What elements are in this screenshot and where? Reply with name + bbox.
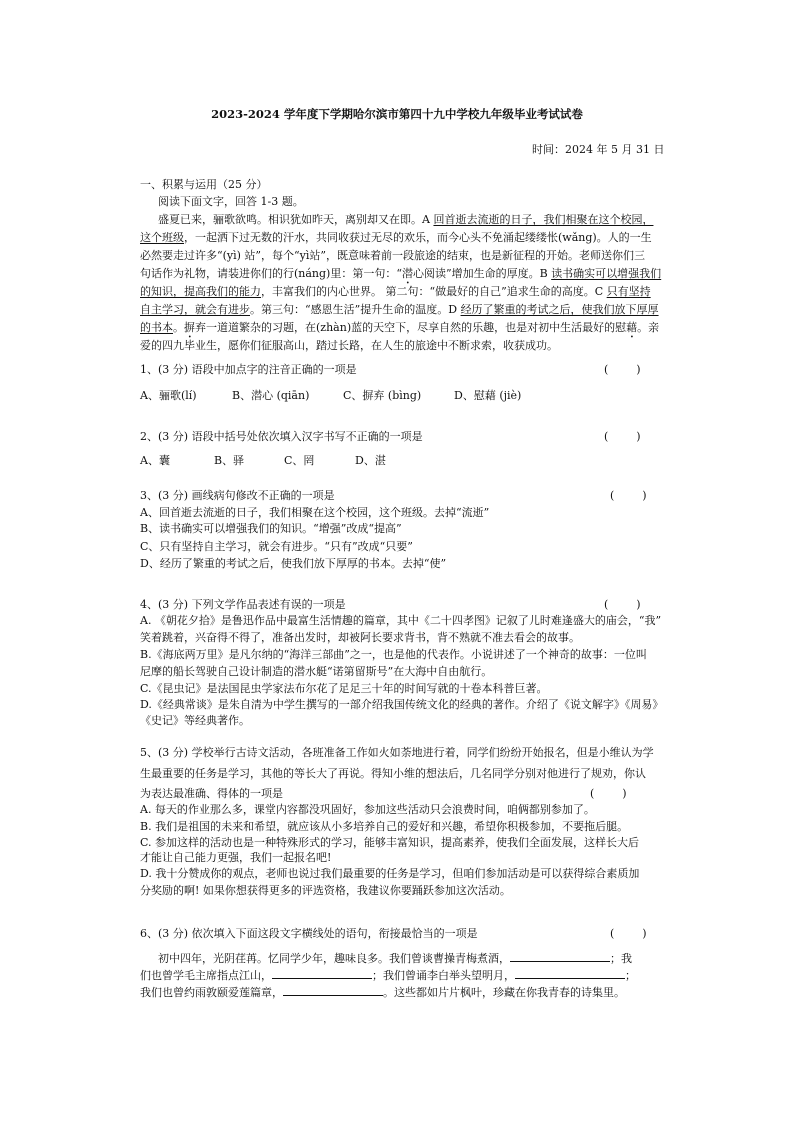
q4-option-d-cont: 《史记》等经典著作。	[140, 714, 250, 727]
q1-answer-paren[interactable]: ( )	[604, 363, 641, 376]
q5-option-d-cont: 分奖励的啊! 如果你想获得更多的评选资格，我建议你要踊跃参加这次活动。	[140, 884, 511, 897]
q2-option-b[interactable]: B、驿	[214, 454, 245, 467]
passage-line: 句话作为礼物，请装进你们的行(náng)里：第一句：“潜心阅读”增加生命的厚度。B 读书确实可以增强我们	[140, 267, 662, 280]
reading-instruction: 阅读下面文字，回答 1-3 题。	[158, 195, 304, 208]
q6-blank-4[interactable]	[283, 984, 383, 996]
q1-option-b[interactable]: B、潜心 (qiān)	[232, 389, 310, 402]
passage-line: 爱的四九毕业生，愿你们征服高山，踏过长路，在人生的旅途中不断求索，收获成功。	[140, 339, 558, 352]
q3-option-a[interactable]: A、回首逝去流逝的日子，我们相聚在这个校园，这个班级。去掉“流逝”	[140, 506, 490, 519]
q3-option-c[interactable]: C、只有坚持自主学习，就会有进步。“只有”改成“只要”	[140, 540, 413, 553]
q5-option-d[interactable]: D. 我十分赞成你的观点，老师也说过我们最重要的任务是学习，但咱们参加活动是可以获得综合素质加	[140, 867, 640, 880]
q5-answer-paren[interactable]: ( )	[590, 787, 627, 800]
q6-blank-1[interactable]	[510, 950, 610, 962]
passage-line: 的书本。摒弃一道道繁杂的习题，在(zhàn)蓝的天空下，尽享自然的乐趣，也是对初中生活最好的慰藉。亲	[140, 321, 660, 334]
q1-stem: 1、(3 分) 语段中加点字的注音正确的一项是	[140, 363, 357, 376]
q6-passage-line: 我们也曾约雨敦颐爱莲篇章， 。这些都如片片枫叶，珍藏在你我青春的诗集里。	[140, 986, 625, 999]
q3-option-d[interactable]: D、经历了繁重的考试之后，使我们放下厚厚的书本。去掉“使”	[140, 557, 447, 570]
passage-line: 盛夏已来，骊歌欲鸣。相识犹如昨天，离别却又在即。A 回首逝去流逝的日子，我们相聚在这个校园，	[158, 213, 654, 226]
q4-option-d[interactable]: D.《经典常谈》是朱自清为中学生撰写的一部介绍我国传统文化的经典的著作。介绍了《说文解字》《周易》	[140, 698, 664, 711]
q1-option-c[interactable]: C、摒弃 (bìng)	[343, 389, 422, 402]
q3-option-b[interactable]: B、读书确实可以增强我们的知识。“增强”改成“提高”	[140, 522, 402, 535]
passage-line: 这个班级，一起洒下过无数的汗水，共同收获过无尽的欢乐，而今心头不免涌起缕缕怅(wǎng)。人的一生	[140, 231, 652, 244]
q6-passage-line: 们也曾学毛主席指点江山， ；我们曾诵李白举头望明月， ；	[140, 969, 636, 982]
q6-blank-2[interactable]	[272, 967, 372, 979]
q2-option-a[interactable]: A、囊	[140, 454, 170, 467]
exam-title: 2023-2024 学年度下学期哈尔滨市第四十九中学校九年级毕业考试试卷	[211, 107, 583, 121]
q4-option-a[interactable]: A. 《朝花夕拾》是鲁迅作品中最富生活情趣的篇章，其中《二十四孝图》记叙了儿时难逢盛大的庙会，“我”	[140, 614, 662, 627]
q4-option-b-cont: 尼摩的船长驾驶自己设计制造的潜水艇“诺第留斯号”在大海中自由航行。	[140, 665, 493, 678]
q1-option-a[interactable]: A、骊歌(lí)	[140, 389, 197, 402]
q4-option-c[interactable]: C.《昆虫记》是法国昆虫学家法布尔花了足足三十年的时间写就的十卷本科普巨著。	[140, 682, 548, 695]
q2-option-c[interactable]: C、罔	[284, 454, 315, 467]
q5-option-b[interactable]: B. 我们是祖国的未来和希望，就应该从小多培养自己的爱好和兴趣，希望你积极参加，不要拖后腿。	[140, 820, 629, 833]
q1-option-d[interactable]: D、慰藉 (jiè)	[454, 389, 522, 402]
q6-blank-3[interactable]	[515, 967, 625, 979]
q6-answer-paren[interactable]: ( )	[610, 927, 647, 940]
q6-passage-line: 初中四年，光阴荏苒。忆同学少年，趣味良多。我们曾谈曹操青梅煮酒， ；我	[158, 952, 632, 965]
q4-option-b[interactable]: B.《海底两万里》是凡尔纳的“海洋三部曲”之一，也是他的代表作。小说讲述了一个神奇的故事：一位叫	[140, 648, 647, 661]
section-heading: 一、积累与运用（25 分）	[140, 178, 268, 191]
q3-stem: 3、(3 分) 画线病句修改不正确的一项是	[140, 489, 335, 502]
q5-option-a[interactable]: A. 每天的作业那么多，课堂内容都没巩固好，参加这些活动只会浪费时间，咱俩都别参加了。	[140, 803, 595, 816]
q5-stem-cont: 为表达最准确、得体的一项是	[140, 787, 283, 800]
q3-answer-paren[interactable]: ( )	[610, 489, 647, 502]
passage-line: 必然要走过许多“(yì) 站”，每个“yì站”，既意味着前一段旅途的结束，也是新征程的开始。老师送你们三	[140, 249, 646, 262]
exam-time: 时间：2024 年 5 月 31 日	[532, 143, 665, 156]
q5-option-c-cont: 才能让自己能力更强，我们一起报名吧!	[140, 851, 332, 864]
q5-stem-cont: 生最重要的任务是学习，其他的等长大了再说。得知小维的想法后，几名同学分别对他进行了规劝，你认	[140, 767, 646, 780]
q4-stem: 4、(3 分) 下列文学作品表述有误的一项是	[140, 598, 346, 611]
q2-option-d[interactable]: D、湛	[355, 454, 386, 467]
passage-line: 自主学习，就会有进步。第三句：“感恩生活”提升生命的温度。D 经历了繁重的考试之后，使我们放下厚厚	[140, 303, 659, 316]
q2-answer-paren[interactable]: ( )	[604, 430, 641, 443]
q4-option-a-cont: 笑着跳着，兴奋得不得了，准备出发时，却被阿长要求背书，背不熟就不准去看会的故事。	[140, 631, 580, 644]
q6-stem: 6、(3 分) 依次填入下面这段文字横线处的语句，衔接最恰当的一项是	[140, 927, 478, 940]
q4-answer-paren[interactable]: ( )	[604, 598, 641, 611]
q5-option-c[interactable]: C. 参加这样的活动也是一种特殊形式的学习，能够丰富知识，提高素养，使我们全面发展，这样长大后	[140, 836, 640, 849]
q5-stem: 5、(3 分) 学校举行古诗文活动，各班准备工作如火如荼地进行着，同学们纷纷开始报名，但是小维认为学	[140, 746, 654, 759]
q2-stem: 2、(3 分) 语段中括号处依次填入汉字书写不正确的一项是	[140, 430, 423, 443]
passage-line: 的知识，提高我们的能力，丰富我们的内心世界。 第二句：“做最好的自己”追求生命的高度。C 只有坚持	[140, 285, 651, 298]
